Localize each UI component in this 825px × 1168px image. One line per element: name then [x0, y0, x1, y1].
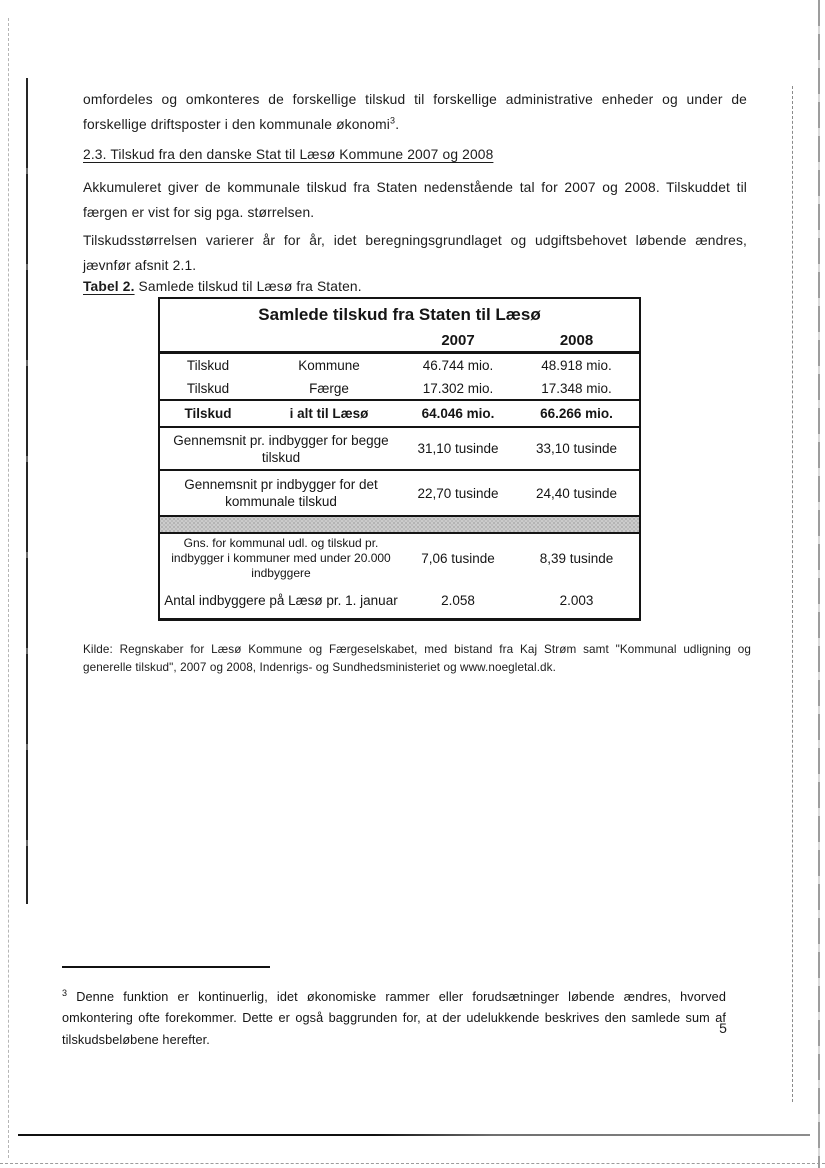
col-header-2007: 2007	[402, 330, 514, 353]
row-label: Gennemsnit pr indbygger for det kommunale tilskud	[159, 470, 402, 516]
separator-band-fill	[159, 516, 640, 533]
footnote-separator-rule	[62, 966, 270, 968]
row-label: Gennemsnit pr. indbygger for begge tilskud	[159, 427, 402, 470]
value-2007: 64.046 mio.	[402, 400, 514, 427]
value-2008: 2.003	[559, 593, 594, 608]
source-note: Kilde: Regnskaber for Læsø Kommune og Færgeselskabet, med bistand fra Kaj Strøm samt "Kommunal udligning og generelle tilskud", 2007 og 2008, Indenrigs- og Sundhedsministeriet og www.noegletal.dk.	[83, 642, 751, 674]
page-number: 5	[719, 1020, 727, 1036]
value-2008: 17.348 mio.	[514, 377, 640, 400]
table-caption-label: Tabel 2.	[83, 278, 135, 294]
table-caption-text: Samlede tilskud til Læsø fra Staten.	[134, 278, 362, 294]
table-title-row	[159, 298, 640, 330]
footnote-text: Denne funktion er kontinuerlig, idet økonomiske rammer eller forudsætninger løbende ændres, hvorved omkontering ofte forekommer. Dette er også baggrunden for, at der udelukkende beskrives den samlede sum af tilskudsbeløbene herefter.	[62, 989, 726, 1047]
value-2008: 66.266 mio.	[514, 400, 640, 427]
table-row-gennemsnit-kommunal	[159, 470, 640, 516]
table-row-tilskud-faerge	[159, 377, 640, 400]
grants-table	[158, 297, 641, 621]
table-separator-band	[159, 516, 640, 533]
value-2007: 2.058	[441, 593, 475, 608]
table-row-gennemsnit-begge	[159, 427, 640, 470]
section-heading-text: 2.3. Tilskud fra den danske Stat til Læsø Kommune 2007 og 2008	[83, 146, 494, 162]
scan-artifact-left-faint-line	[8, 18, 9, 1158]
col-header-2008: 2008	[514, 330, 640, 353]
row-type-label: Tilskud	[159, 377, 256, 400]
row-desc-label: Kommune	[298, 358, 360, 373]
value-2007: 31,10 tusinde	[402, 427, 514, 470]
row-desc-label: Færge	[256, 377, 402, 400]
paragraph-akkumuleret: Akkumuleret giver de kommunale tilskud fra Staten nedenstående tal for 2007 og 2008. Tilskuddet til færgen er vist for sig pga. størrelsen.	[83, 179, 747, 220]
row-type-label: Tilskud	[186, 358, 230, 373]
table-title: Samlede tilskud fra Staten til Læsø	[258, 304, 541, 324]
value-2008: 48.918 mio.	[541, 358, 612, 373]
table-row-antal-indbyggere	[159, 583, 640, 620]
value-2007: 17.302 mio.	[402, 377, 514, 400]
value-2007: 22,70 tusinde	[402, 470, 514, 516]
row-type-label: Tilskud	[159, 400, 256, 427]
table-row-tilskud-ialt	[159, 400, 640, 427]
row-desc-label: i alt til Læsø	[256, 400, 402, 427]
table-row-tilskud-kommune	[159, 353, 640, 378]
paragraph-intro-text: omfordeles og omkonteres de forskellige tilskud til forskellige administrative enheder og under de forskellige driftsposter i den kommunale økonomi	[83, 91, 747, 132]
table-row-gns-under-20000	[159, 533, 640, 583]
scan-artifact-right-dashed-line	[792, 86, 793, 1102]
paragraph-tilskudsstoerrelsen: Tilskudsstørrelsen varierer år for år, idet beregningsgrundlaget og udgiftsbehovet løbende ændres, jævnfør afsnit 2.1.	[83, 232, 747, 273]
section-heading-2-3	[83, 142, 747, 167]
row-label: Antal indbyggere på Læsø pr. 1. januar	[164, 593, 398, 608]
value-2007: 7,06 tusinde	[421, 551, 495, 566]
table-year-header-row	[159, 330, 640, 353]
scan-artifact-bottom-dark-line	[18, 1134, 810, 1136]
empty-cell	[159, 330, 256, 353]
value-2008: 33,10 tusinde	[514, 427, 640, 470]
scan-artifact-bottom-faint-line	[0, 1163, 825, 1164]
footnote-reference-3: 3	[390, 115, 396, 126]
scan-artifact-left-dark-line	[26, 78, 28, 904]
scan-artifact-right-edge-line	[818, 0, 820, 1168]
paragraph-intro-period: .	[395, 116, 400, 132]
footnote	[62, 987, 726, 1052]
table-caption	[83, 274, 747, 299]
empty-cell	[256, 330, 402, 353]
value-2007: 46.744 mio.	[422, 358, 494, 373]
footnote-marker: 3	[62, 987, 68, 998]
value-2008: 24,40 tusinde	[514, 470, 640, 516]
row-label: Gns. for kommunal udl. og tilskud pr. indbygger i kommuner med under 20.000 indbyggere	[171, 536, 391, 580]
value-2008: 8,39 tusinde	[539, 551, 614, 566]
paragraph-intro	[83, 87, 747, 137]
